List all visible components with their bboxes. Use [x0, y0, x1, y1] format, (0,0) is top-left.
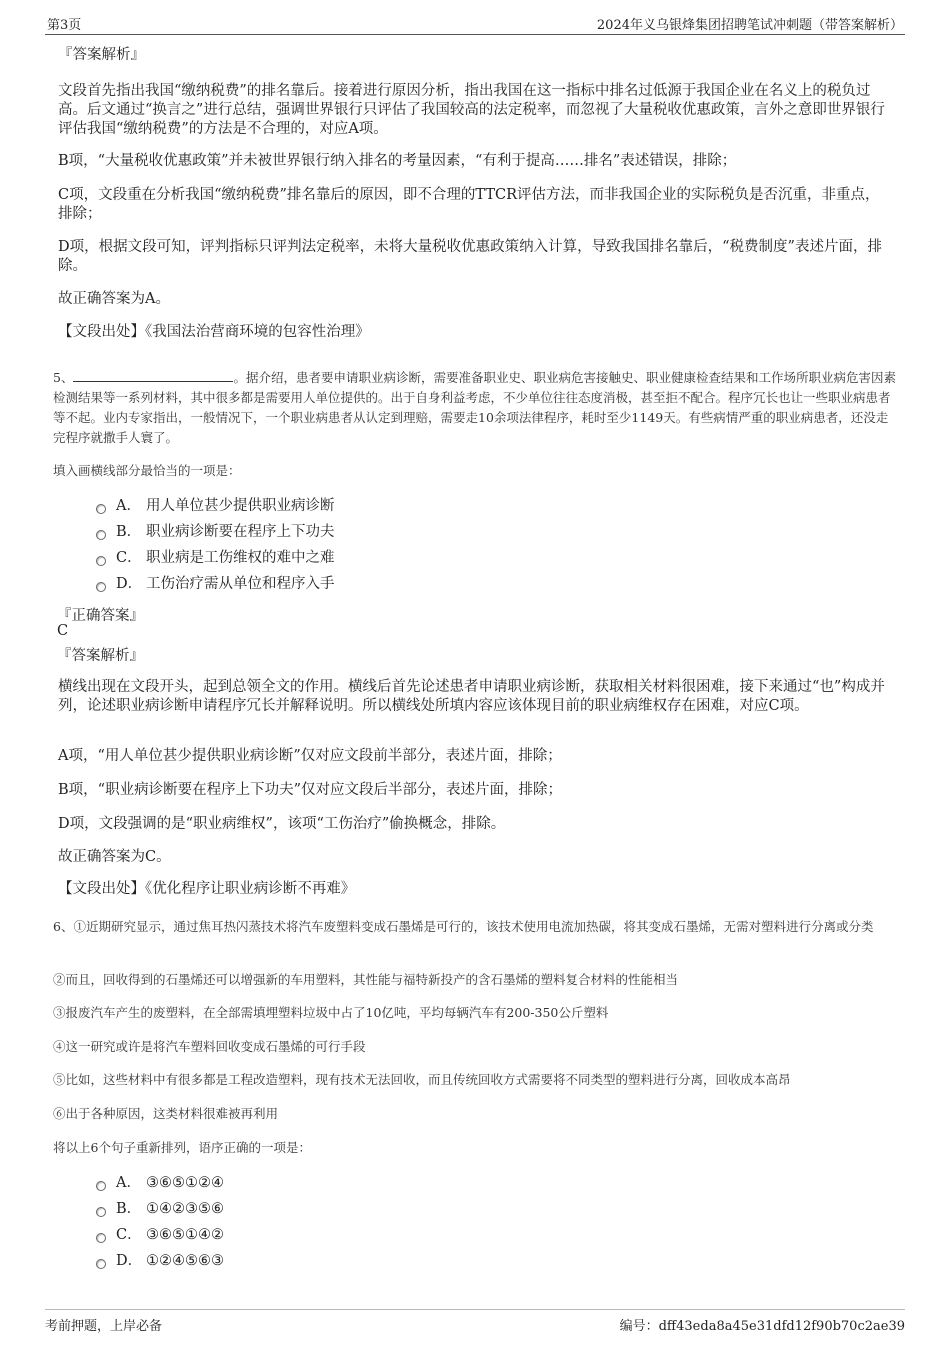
q6-option-a[interactable]: A． ③⑥⑤①②④ [96, 1172, 224, 1194]
q5-conclusion: 故正确答案为C。 [58, 849, 171, 865]
footer-slogan: 考前押题，上岸必备 [45, 1319, 163, 1334]
q4-analysis-label: 『答案解析』 [58, 47, 145, 63]
q5-analysis-paragraph: B项，“职业病诊断要在程序上下功夫”仅对应文段后半部分，表述片面，排除； [58, 782, 562, 798]
page-number: 第3页 [47, 18, 82, 33]
q5-prompt: 填入画横线部分最恰当的一项是： [53, 463, 241, 478]
page-footer [45, 1309, 905, 1334]
q6-sentence: ⑥出于各种原因，这类材料很难被再利用 [53, 1106, 279, 1121]
q4-analysis-paragraph: D项，根据文段可知，评判指标只评判法定税率，未将大量税收优惠政策纳入计算，导致我国排名靠后，“税费制度”表述片面，排除。 [58, 239, 882, 274]
radio-icon[interactable] [96, 582, 106, 592]
q5-stem [53, 368, 898, 448]
question-number: 5、 [53, 370, 74, 385]
radio-icon[interactable] [96, 1233, 106, 1243]
radio-icon[interactable] [96, 1259, 106, 1269]
q4-analysis-paragraph: B项，“大量税收优惠政策”并未被世界银行纳入排名的考量因素，“有利于提高……排名”表述错误，排除； [58, 153, 737, 169]
q5-analysis-paragraph: A项，“用人单位甚少提供职业病诊断”仅对应文段前半部分，表述片面，排除； [58, 748, 562, 764]
q6-sentence: 6、①近期研究显示，通过焦耳热闪蒸技术将汽车废塑料变成石墨烯是可行的，该技术使用电流加热碳，将其变成石墨烯，无需对塑料进行分离或分类 [53, 919, 874, 934]
radio-icon[interactable] [96, 504, 106, 514]
q5-analysis-label: 『答案解析』 [57, 648, 144, 664]
q5-option-c[interactable]: C． 职业病是工伤维权的难中之难 [96, 547, 335, 569]
q5-source: 【文段出处】《优化程序让职业病诊断不再难》 [58, 881, 356, 897]
q4-analysis-paragraph: 文段首先指出我国“缴纳税费”的排名靠后。接着进行原因分析，指出我国在这一指标中排名过低源于我国企业在名义上的税负过高。后文通过“换言之”进行总结，强调世界银行只评估了我国较高的法定税率，而忽视了大量税收优惠政策，言外之意即世界银行评估我国“缴纳税费”的方法是不合理的，对应A项。 [58, 83, 885, 137]
q5-correct-answer: C [57, 623, 69, 639]
q6-sentence: ②而且，回收得到的石墨烯还可以增强新的车用塑料，其性能与福特新投产的含石墨烯的塑料复合材料的性能相当 [53, 972, 679, 987]
q5-option-a[interactable]: A． 用人单位甚少提供职业病诊断 [96, 495, 335, 517]
q5-analysis-paragraph: 横线出现在文段开头，起到总领全文的作用。横线后首先论述患者申请职业病诊断，获取相关材料很困难，接下来通过“也”构成并列，论述职业病诊断申请程序冗长并解释说明。所以横线处所填内容应该体现目前的职业病维权存在困难，对应C项。 [58, 679, 885, 714]
q4-analysis-paragraph: C项，文段重在分析我国“缴纳税费”排名靠后的原因，即不合理的TTCR评估方法，而非我国企业的实际税负是否沉重，非重点，排除； [58, 187, 880, 222]
q6-sentence: ⑤比如，这些材料中有很多都是工程改造塑料，现有技术无法回收，而且传统回收方式需要将不同类型的塑料进行分离，回收成本高昂 [53, 1072, 791, 1087]
q6-sentence: ④这一研究或许是将汽车塑料回收变成石墨烯的可行手段 [53, 1039, 366, 1054]
q5-analysis-paragraph: D项，文段强调的是“职业病维权”，该项“工伤治疗”偷换概念，排除。 [58, 816, 506, 832]
radio-icon[interactable] [96, 530, 106, 540]
question-number: 6、 [53, 919, 74, 934]
q5-stem-text: 。据介绍，患者要申请职业病诊断，需要准备职业史、职业病危害接触史、职业健康检查结果和工作场所职业病危害因素检测结果等一系列材料，其中很多都是需要用人单位提供的。出于自身利益考虑，不少单位往往态度消极，甚至拒不配合。程序冗长也让一些职业病患者等不起。业内专家指出，一般情况下，一个职业病患者从认定到理赔，需要走10余项法律程序，耗时至少1149天。有些病情严重的职业病患者，还没走完程序就撒手人寰了。 [53, 370, 896, 445]
radio-icon[interactable] [96, 556, 106, 566]
document-id: 编号：dff43eda8a45e31dfd12f90b70c2ae39 [619, 1319, 905, 1334]
q5-correct-label: 『正确答案』 [57, 608, 144, 624]
q4-conclusion: 故正确答案为A。 [58, 291, 170, 307]
fill-blank [73, 368, 233, 382]
q4-source: 【文段出处】《我国法治营商环境的包容性治理》 [58, 324, 370, 340]
q5-option-d[interactable]: D． 工伤治疗需从单位和程序入手 [96, 573, 335, 595]
q6-prompt: 将以上6个句子重新排列，语序正确的一项是： [53, 1140, 311, 1155]
q6-option-b[interactable]: B． ①④②③⑤⑥ [96, 1198, 224, 1220]
q6-option-d[interactable]: D． ①②④⑤⑥③ [96, 1250, 224, 1272]
page-header [45, 12, 905, 35]
q5-option-b[interactable]: B． 职业病诊断要在程序上下功夫 [96, 521, 335, 543]
radio-icon[interactable] [96, 1207, 106, 1217]
q6-sentence: ③报废汽车产生的废塑料，在全部需填埋塑料垃圾中占了10亿吨，平均每辆汽车有200-350公斤塑料 [53, 1005, 609, 1020]
q6-option-c[interactable]: C． ③⑥⑤①④② [96, 1224, 224, 1246]
radio-icon[interactable] [96, 1181, 106, 1191]
document-title: 2024年义乌银烽集团招聘笔试冲刺题（带答案解析） [596, 18, 903, 33]
